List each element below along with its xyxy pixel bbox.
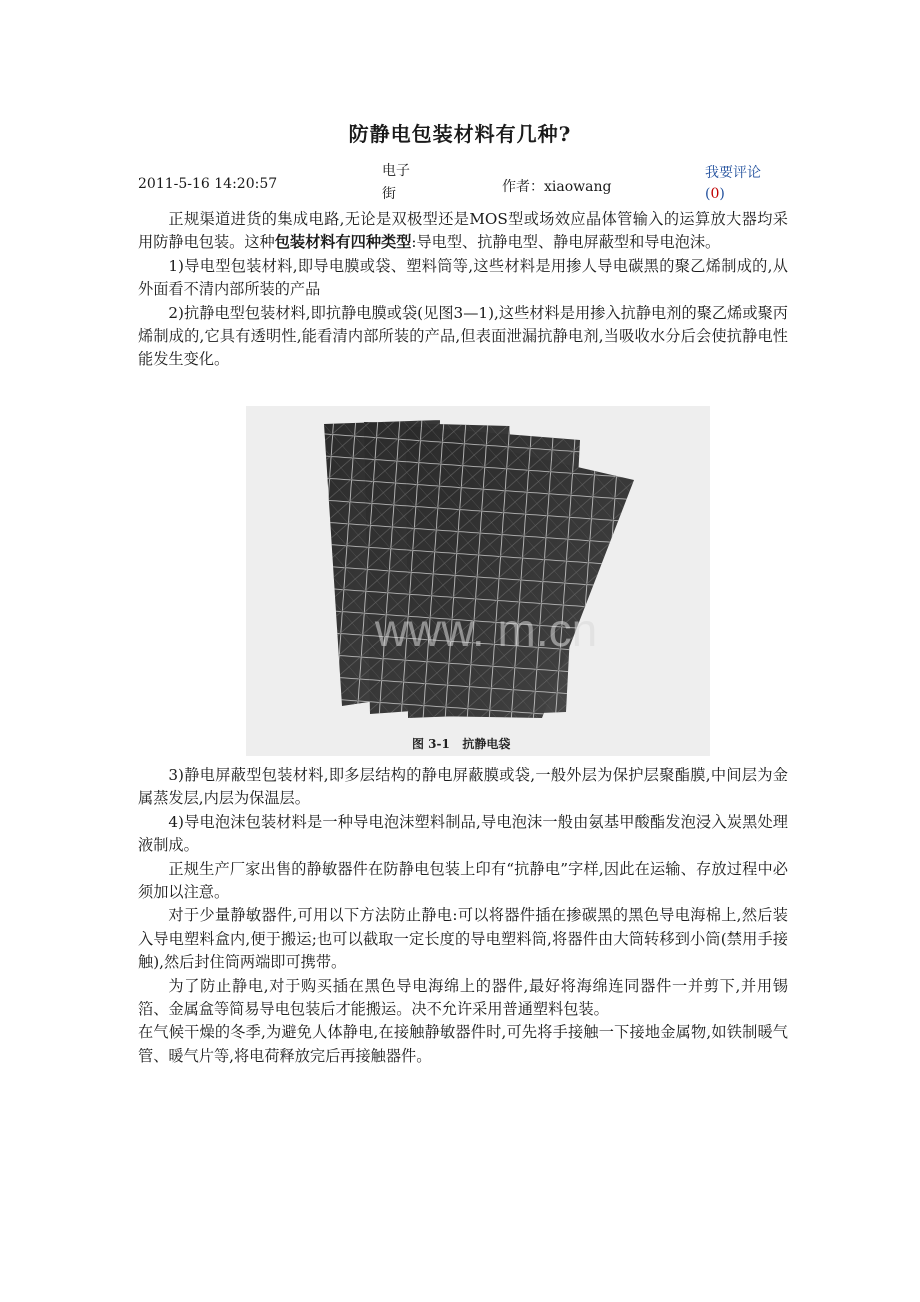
article-body-top	[138, 208, 788, 372]
intro-bold-text: 包装材料有四种类型	[274, 233, 412, 252]
comment-count[interactable]	[705, 186, 725, 202]
comment-link[interactable]: 我要评论	[705, 165, 761, 181]
comment-open-paren: (	[705, 186, 711, 202]
paragraph-winter: 在气候干燥的冬季,为避免人体静电,在接触静敏器件时,可先将手接触一下接地金属物,如铁制暖气管、暖气片等,将电荷释放完后再接触器件。	[138, 1023, 788, 1065]
intro-text-b: :导电型、抗静电型、静电屏蔽型和导电泡沫。	[411, 233, 721, 252]
figure-caption: 图 3-1 抗静电袋	[412, 737, 511, 751]
comment-count-number: 0	[710, 186, 720, 202]
paragraph-conductive-foam: 4)导电泡沫包装材料是一种导电泡沫塑料制品,导电泡沫一般由氨基甲酸酯发泡浸入炭黑处理液制成。	[138, 812, 788, 855]
article-body-bottom	[138, 764, 788, 1068]
watermark: www. m.cn	[374, 604, 598, 656]
paragraph-intro	[138, 208, 788, 255]
paragraph-prevention: 为了防止静电,对于购买插在黑色导电海绵上的器件,最好将海绵连同器件一并剪下,并用锡箔、金属盒等简易导电包装后才能搬运。决不允许采用普通塑料包装。	[138, 976, 788, 1019]
antistatic-bag-figure	[246, 406, 710, 756]
publish-date: 2011-5-16 14:20:57	[138, 176, 278, 192]
paragraph-antistatic: 2)抗静电型包装材料,即抗静电膜或袋(见图3—1),这些材料是用掺入抗静电剂的聚乙烯或聚丙烯制成的,它具有透明性,能看清内部所装的产品,但表面泄漏抗静电剂,当吸收水分后会使抗静电性能发生变化。	[138, 303, 788, 369]
page-title: 防静电包装材料有几种?	[348, 122, 572, 146]
comment-close-paren: )	[719, 186, 725, 202]
author: 作者：xiaowang	[502, 179, 612, 195]
paragraph-shielding: 3)静电屏蔽型包装材料,即多层结构的静电屏蔽膜或袋,一般外层为保护层聚酯膜,中间层为金属蒸发层,内层为保温层。	[138, 766, 788, 808]
intro-text-a: 正规渠道进货的集成电路,无论是双极型还是MOS型或场效应晶体管输入的运算放大器均采用防静电包装。这种	[138, 210, 788, 252]
antistatic-bag-photo	[246, 406, 710, 756]
paragraph-conductive: 1)导电型包装材料,即导电膜或袋、塑料筒等,这些材料是用掺人导电碳黑的聚乙烯制成的,从外面看不清内部所装的产品	[138, 256, 788, 299]
paragraph-manufacturer-note: 正规生产厂家出售的静敏器件在防静电包装上印有“抗静电”字样,因此在运输、存放过程中必须加以注意。	[138, 859, 788, 902]
article-meta	[138, 160, 778, 206]
paragraph-small-quantity: 对于少量静敏器件,可用以下方法防止静电:可以将器件插在掺碳黑的黑色导电海棉上,然后装入导电塑料盒内,便于搬运;也可以截取一定长度的导电塑料筒,将器件由大筒转移到小筒(禁用手接触),然后封住筒两端即可携带。	[138, 906, 788, 972]
source-site: 电子街	[382, 163, 410, 202]
